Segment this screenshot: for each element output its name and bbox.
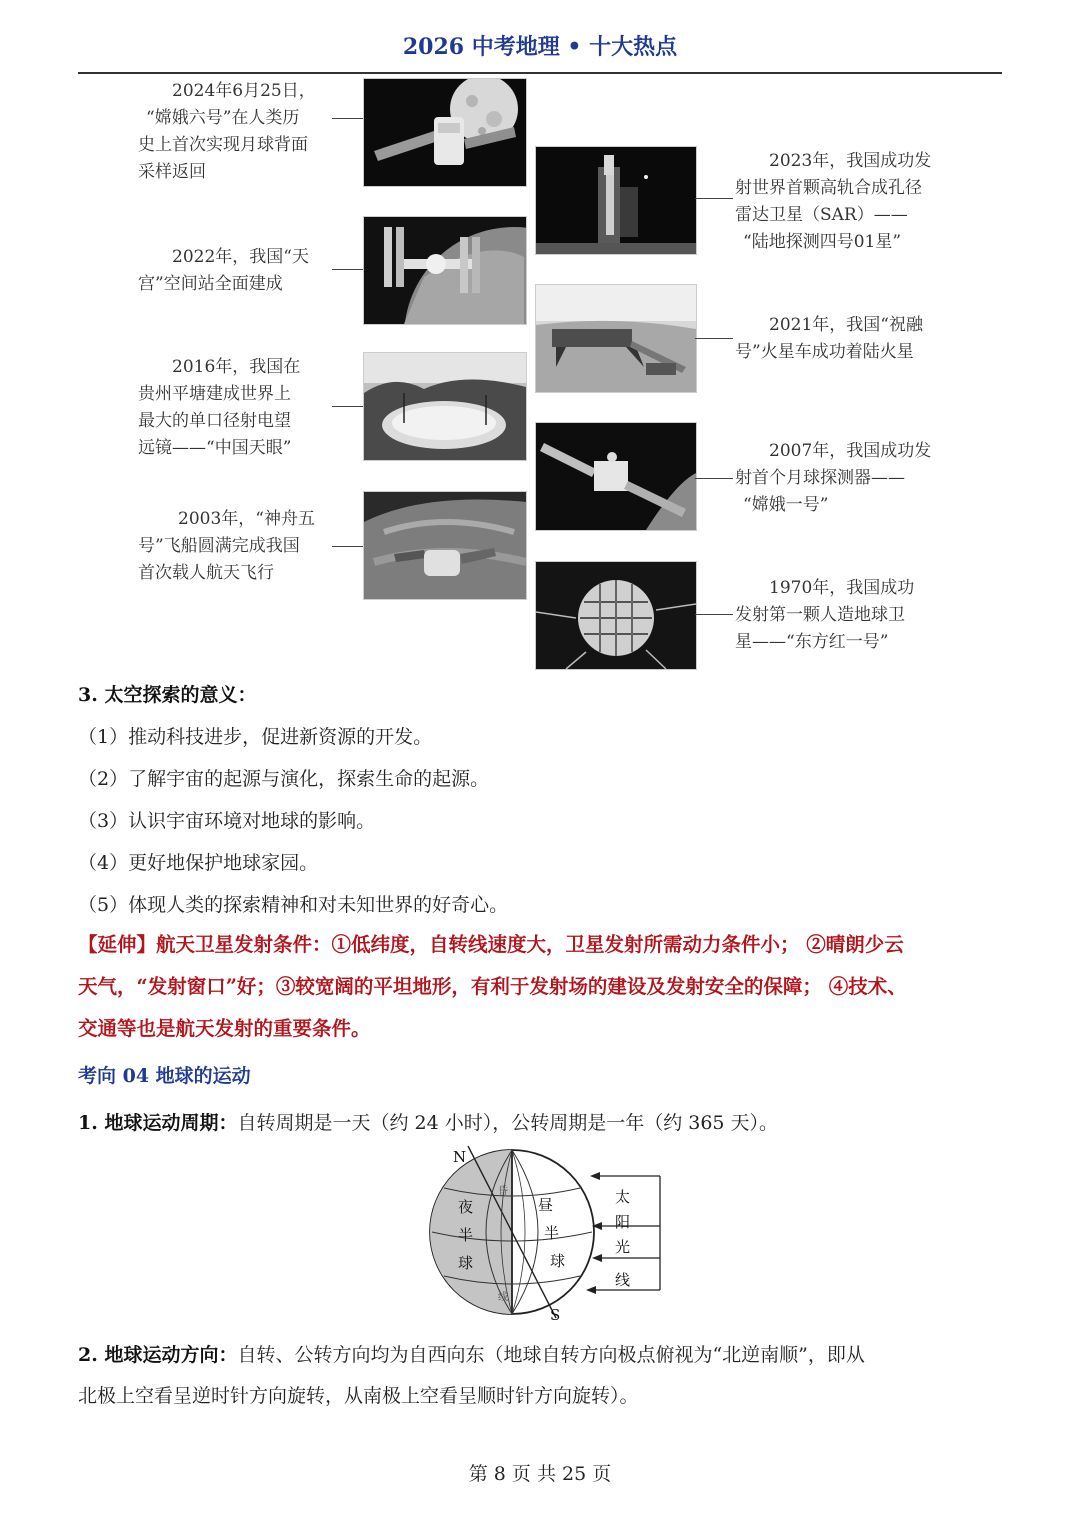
night-label: 夜: [458, 1198, 474, 1216]
connector-line: [332, 118, 363, 119]
day-label: 球: [550, 1252, 566, 1270]
connector-line: [695, 198, 733, 199]
night-label: 球: [458, 1254, 474, 1272]
sunlight-label: 阳: [615, 1213, 631, 1231]
dusk-label: 昏: [498, 1186, 508, 1197]
connector-line: [332, 269, 363, 270]
photo-tiangong: [363, 216, 527, 325]
page-number: 第 8 页 共 25 页: [468, 1463, 612, 1485]
topic-heading: 考向 04 地球的运动: [78, 1065, 251, 1087]
sunlight-label: 线: [615, 1271, 631, 1289]
sunlight-label: 太: [615, 1188, 631, 1206]
caption-2016: 2016年，我国在 贵州平塘建成世界上 最大的单口径射电望 远镜——“中国天眼”: [138, 357, 301, 458]
sunlight-label: 光: [615, 1238, 631, 1256]
photo-shenzhou5: [363, 491, 527, 600]
caption-2007: 2007年，我国成功发 射首个月球探测器—— “嫦娥一号”: [735, 441, 932, 515]
header-divider: [78, 72, 1002, 74]
connector-line: [332, 546, 363, 547]
day-night-diagram: [420, 1140, 680, 1325]
photo-change1: [535, 422, 697, 531]
caption-1970: 1970年，我国成功 发射第一颗人造地球卫 星——“东方红一号”: [735, 578, 915, 652]
photo-landsat4: [535, 146, 697, 255]
night-label: 半: [458, 1226, 474, 1244]
photo-dongfanghong1: [535, 561, 697, 670]
section-heading-significance: 3. 太空探索的意义：: [78, 684, 257, 706]
photo-zhurong: [535, 284, 697, 393]
list-item: （4）更好地保护地球家园。: [78, 852, 319, 874]
day-label: 半: [544, 1224, 560, 1242]
earth-motion-period: 1. 地球运动周期：自转周期是一天（约 24 小时），公转周期是一年（约 365 天）。: [78, 1112, 779, 1134]
caption-2021: 2021年，我国“祝融 号”火星车成功着陆火星: [735, 315, 923, 362]
caption-2024: 2024年6月25日， “嫦娥六号”在人类历 史上首次实现月球背面 采样返回: [138, 81, 316, 182]
photo-change6: [363, 78, 527, 187]
north-label: N: [453, 1148, 467, 1166]
dusk-label: 线: [498, 1292, 508, 1303]
connector-line: [332, 406, 363, 407]
caption-2003: 2003年，“神舟五 号”飞船圆满完成我国 首次载人航天飞行: [138, 509, 315, 583]
day-label: 昼: [538, 1196, 554, 1214]
south-label: S: [550, 1306, 561, 1324]
extension-note: 【延伸】航天卫星发射条件：①低纬度，自转线速度大，卫星发射所需动力条件小； ②晴朗少云 天气，“发射窗口”好；③较宽阔的平坦地形，有利于发射场的建设及发射安全的保障； ④技术、 交通等也是航天发射的重要条件。: [78, 933, 907, 1040]
caption-2023: 2023年，我国成功发 射世界首颗高轨合成孔径 雷达卫星（SAR）—— “陆地探测四号01星”: [735, 151, 932, 252]
list-item: （5）体现人类的探索精神和对未知世界的好奇心。: [78, 894, 509, 916]
connector-line: [695, 614, 733, 615]
earth-motion-direction: 2. 地球运动方向：自转、公转方向均为自西向东（地球自转方向极点俯视为“北逆南顺”，即从 北极上空看呈逆时针方向旋转，从南极上空看呈顺时针方向旋转）。: [78, 1344, 865, 1407]
connector-line: [695, 478, 733, 479]
list-item: （2）了解宇宙的起源与演化，探索生命的起源。: [78, 768, 490, 790]
list-item: （1）推动科技进步，促进新资源的开发。: [78, 726, 433, 748]
connector-line: [695, 338, 733, 339]
photo-fast: [363, 352, 527, 461]
page-header-title: 2026 中考地理 • 十大热点: [402, 34, 678, 60]
list-item: （3）认识宇宙环境对地球的影响。: [78, 810, 376, 832]
caption-2022: 2022年，我国“天 宫”空间站全面建成: [138, 247, 309, 294]
